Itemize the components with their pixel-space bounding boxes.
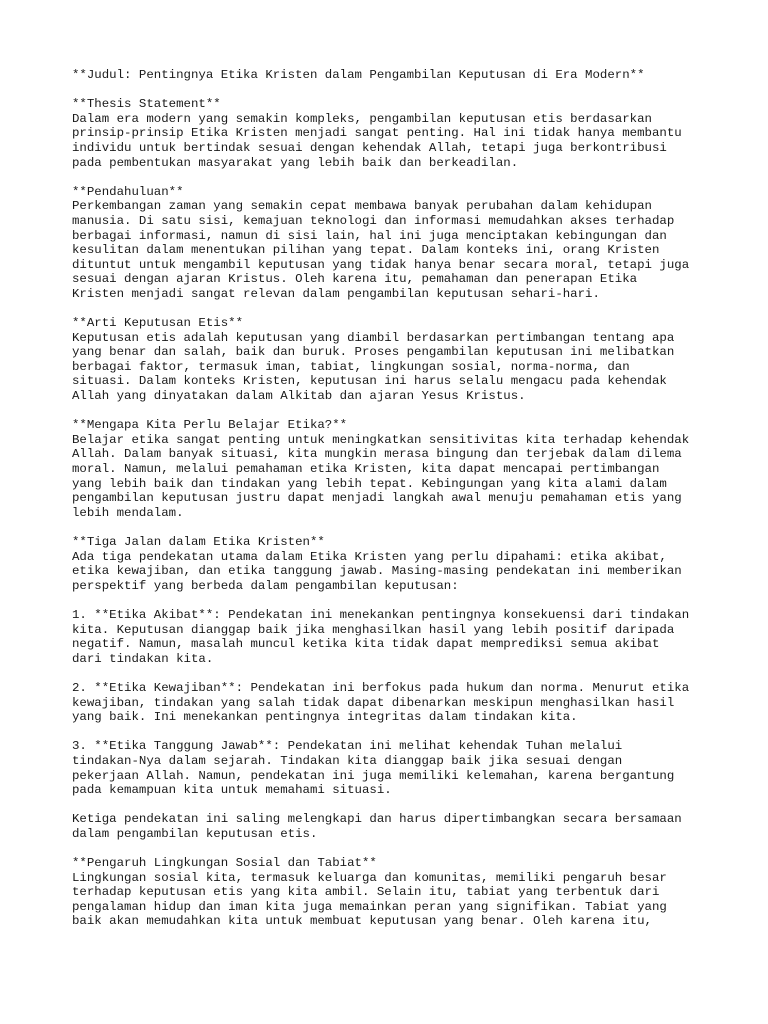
paragraph-line: situasi. Dalam konteks Kristen, keputusan ini harus selalu mengacu pada kehendak [72, 374, 667, 389]
paragraph-line: Dalam era modern yang semakin kompleks, pengambilan keputusan etis berdasarkan [72, 111, 652, 126]
paragraph-line: pengalaman hidup dan iman kita juga memainkan peran yang signifikan. Tabiat yang [72, 899, 667, 914]
spacer [72, 520, 712, 535]
paragraph-line: sesuai dengan ajaran Kristus. Oleh karena itu, pemahaman dan penerapan Etika [72, 272, 638, 287]
paragraph-line: lebih mendalam. [72, 505, 184, 520]
spacer [72, 666, 712, 681]
paragraph-line: dituntut untuk mengambil keputusan yang tidak hanya benar secara moral, tetapi juga [72, 257, 690, 272]
paragraph-line: Kristen menjadi sangat relevan dalam pengambilan keputusan sehari-hari. [72, 286, 600, 301]
section-heading: **Arti Keputusan Etis** [72, 316, 244, 331]
spacer [72, 302, 712, 317]
paragraph-line: Lingkungan sosial kita, termasuk keluarga dan komunitas, memiliki pengaruh besar [72, 870, 667, 885]
paragraph-line: etika kewajiban, dan etika tanggung jawab. Masing-masing pendekatan ini memberikan [72, 564, 682, 579]
paragraph-line: Keputusan etis adalah keputusan yang diambil berdasarkan pertimbangan tentang apa [72, 330, 675, 345]
document-sections [72, 97, 712, 929]
paragraph-line: dalam pengambilan keputusan etis. [72, 826, 318, 841]
paragraph-line: Ada tiga pendekatan utama dalam Etika Kristen yang perlu dipahami: etika akibat, [72, 549, 667, 564]
paragraph-line: yang baik. Ini menekankan pentingnya integritas dalam tindakan kita. [72, 710, 578, 725]
paragraph-line: Allah. Dalam banyak situasi, kita mungkin merasa bingung dan terjebak dalam dilema [72, 447, 682, 462]
paragraph-line: dari tindakan kita. [72, 651, 214, 666]
paragraph-line: tindakan-Nya dalam sejarah. Tindakan kita dianggap baik jika sesuai dengan [72, 753, 623, 768]
paragraph-line: pada kemampuan kita untuk memahami situasi. [72, 783, 392, 798]
document-body [72, 68, 712, 929]
section-5 [72, 608, 712, 666]
paragraph-line: kita. Keputusan dianggap baik jika menghasilkan hasil yang lebih positif daripada [72, 622, 675, 637]
paragraph-line: individu untuk bertindak sesuai dengan kehendak Allah, tetapi juga berkontribusi [72, 140, 667, 155]
paragraph-line: pada pembentukan masyarakat yang lebih baik dan berkeadilan. [72, 155, 519, 170]
spacer [72, 725, 712, 740]
paragraph-line: Ketiga pendekatan ini saling melengkapi dan harus dipertimbangkan secara bersamaan [72, 812, 682, 827]
section-9 [72, 856, 712, 929]
paragraph-line: manusia. Di satu sisi, kemajuan teknologi dan informasi memudahkan akses terhadap [72, 213, 675, 228]
section-3 [72, 418, 712, 520]
section-heading: **Pendahuluan** [72, 184, 184, 199]
paragraph-line: berbagai faktor, termasuk iman, tabiat, lingkungan sosial, norma-norma, dan [72, 359, 630, 374]
section-2 [72, 316, 712, 404]
spacer [72, 404, 712, 419]
section-4 [72, 535, 712, 593]
section-heading: **Thesis Statement** [72, 97, 221, 112]
paragraph-line: yang lebih baik dan tindakan yang lebih tepat. Kebingungan yang kita alami dalam [72, 476, 667, 491]
paragraph-line: kewajiban, tindakan yang salah tidak dapat dibenarkan meskipun menghasilkan hasil [72, 695, 675, 710]
paragraph-line: Allah yang dinyatakan dalam Alkitab dan ajaran Yesus Kristus. [72, 389, 526, 404]
spacer [72, 170, 712, 185]
section-heading: **Pengaruh Lingkungan Sosial dan Tabiat** [72, 856, 377, 871]
document-title: **Judul: Pentingnya Etika Kristen dalam Pengambilan Keputusan di Era Modern** [72, 68, 645, 82]
paragraph-line: perspektif yang berbeda dalam pengambilan keputusan: [72, 578, 459, 593]
section-6 [72, 681, 712, 725]
section-7 [72, 739, 712, 797]
spacer [72, 841, 712, 856]
paragraph-line: prinsip-prinsip Etika Kristen menjadi sangat penting. Hal ini tidak hanya membantu [72, 126, 682, 141]
paragraph-line: terhadap keputusan etis yang kita ambil. Selain itu, tabiat yang terbentuk dari [72, 885, 660, 900]
spacer [72, 593, 712, 608]
paragraph-line: moral. Namun, melalui pemahaman etika Kristen, kita dapat mencapai pertimbangan [72, 462, 660, 477]
section-1 [72, 185, 712, 302]
paragraph-line: pekerjaan Allah. Namun, pendekatan ini juga memiliki kelemahan, karena bergantung [72, 768, 675, 783]
paragraph-line: baik akan memudahkan kita untuk membuat keputusan yang benar. Oleh karena itu, [72, 914, 652, 929]
section-heading: **Tiga Jalan dalam Etika Kristen** [72, 535, 325, 549]
paragraph-line: berbagai informasi, namun di sisi lain, hal ini juga menciptakan kebingungan dan [72, 228, 667, 243]
section-0 [72, 97, 712, 170]
spacer [72, 83, 712, 98]
paragraph-line: Perkembangan zaman yang semakin cepat membawa banyak perubahan dalam kehidupan [72, 199, 652, 214]
paragraph-line: yang benar dan salah, baik dan buruk. Proses pengambilan keputusan ini melibatkan [72, 345, 675, 360]
paragraph-line: pengambilan keputusan justru dapat menjadi langkah awal menuju pemahaman etis yang [72, 491, 682, 506]
paragraph-line: 3. **Etika Tanggung Jawab**: Pendekatan ini melihat kehendak Tuhan melalui [72, 739, 623, 754]
section-8 [72, 812, 712, 841]
paragraph-line: Belajar etika sangat penting untuk meningkatkan sensitivitas kita terhadap kehendak [72, 432, 690, 447]
section-heading: **Mengapa Kita Perlu Belajar Etika?** [72, 418, 348, 433]
paragraph-line: negatif. Namun, masalah muncul ketika kita tidak dapat memprediksi semua akibat [72, 637, 660, 652]
spacer [72, 798, 712, 813]
paragraph-line: 2. **Etika Kewajiban**: Pendekatan ini berfokus pada hukum dan norma. Menurut etika [72, 680, 690, 695]
paragraph-line: 1. **Etika Akibat**: Pendekatan ini menekankan pentingnya konsekuensi dari tindakan [72, 607, 690, 622]
paragraph-line: kesulitan dalam menentukan pilihan yang tepat. Dalam konteks ini, orang Kristen [72, 243, 660, 258]
